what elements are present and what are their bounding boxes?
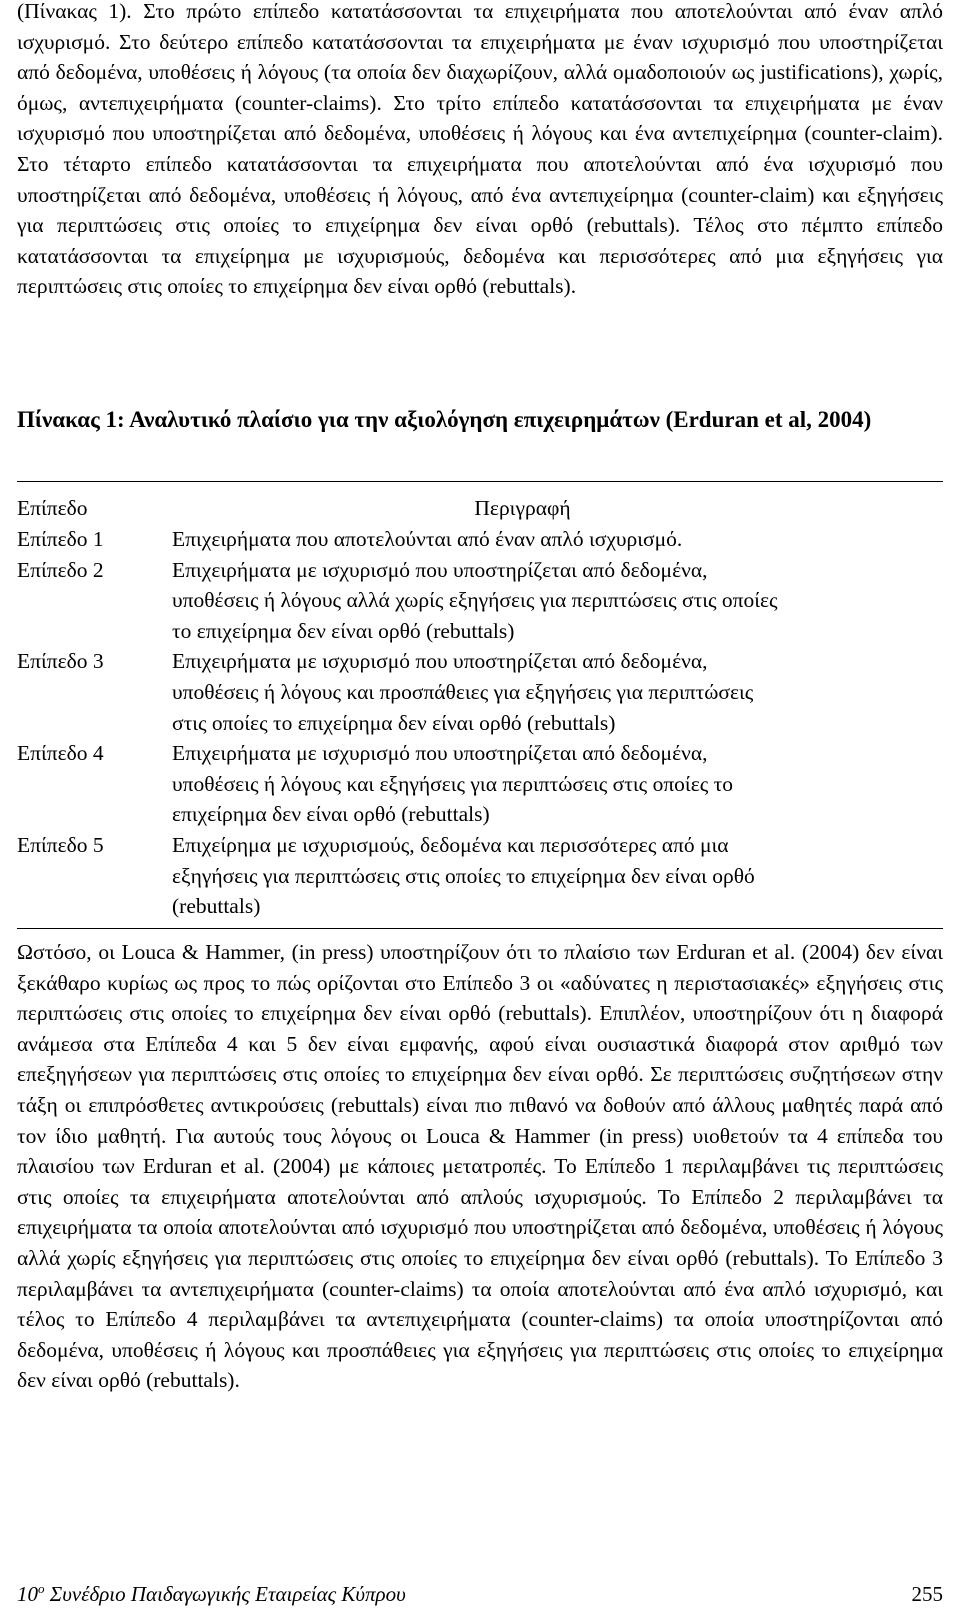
row-level: Επίπεδο 3 bbox=[17, 649, 104, 674]
table-row bbox=[17, 830, 943, 922]
table-row bbox=[17, 524, 943, 555]
table-bottom-rule bbox=[17, 928, 943, 929]
page-number: 255 bbox=[911, 1582, 943, 1606]
row-level: Επίπεδο 5 bbox=[17, 832, 104, 857]
conference-name bbox=[17, 1582, 406, 1607]
conference-ordinal: ο bbox=[38, 1581, 45, 1596]
table-top-rule bbox=[17, 481, 943, 482]
row-description: Επιχείρημα με ισχυρισμούς, δεδομένα και περισσότερες από μια εξηγήσεις για περιπτώσεις στις οποίες το επιχείρημα δεν είναι ορθό (rebuttals) bbox=[172, 832, 755, 919]
header-description: Περιγραφή bbox=[474, 496, 571, 520]
table-row bbox=[17, 555, 943, 647]
closing-paragraph: Ωστόσο, οι Louca & Hammer, (in press) υποστηρίζουν ότι το πλαίσιο των Erduran et al. (2004) δεν είναι ξεκάθαρο κυρίως ως προς το πώς ορίζονται στο Επίπεδο 3 οι «αδύνατες η περιστασιακές» εξηγήσεις στις περιπτώσεις στις οποίες το επιχείρημα δεν είναι ορθό (rebuttals). Επιπλέον, υποστηρίζουν ότι η διαφορά ανάμεσα στα Επίπεδα 4 και 5 δεν είναι εμφανής, αφού είναι ουσιαστικά διαφορά στον αριθμό των επεξηγήσεων για περιπτώσεις στις οποίες το επιχείρημα δεν είναι ορθό. Σε περιπτώσεις συζητήσεων στην τάξη οι επιπρόσθετες αντικρούσεις (rebuttals) είναι πιο πιθανό να δοθούν από άλλους μαθητές παρά από τον ίδιο μαθητή. Για αυτούς τους λόγους οι Louca & Hammer (in press) υιοθετούν τα 4 επίπεδα του πλαισίου των Erduran et al. (2004) με κάποιες μετατροπές. Το Επίπεδο 1 περιλαμβάνει τις περιπτώσεις στις οποίες τα επιχειρήματα αποτελούνται από απλούς ισχυρισμούς. Το Επίπεδο 2 περιλαμβάνει τα επιχειρήματα τα οποία αποτελούνται από ισχυρισμό που υποστηρίζεται από δεδομένα, υποθέσεις ή λόγους αλλά χωρίς εξηγήσεις για περιπτώσεις στις οποίες το επιχείρημα δεν είναι ορθό (rebuttals). Το Επίπεδο 3 περιλαμβάνει τα αντεπιχειρήματα (counter-claims) τα οποία αποτελούνται από ένα απλό ισχυρισμό, και τέλος το Επίπεδο 4 περιλαμβάνει τα αντεπιχειρήματα (counter-claims) τα οποία υποστηρίζονται από δεδομένα, υποθέσεις ή λόγους και προσπάθειες για εξηγήσεις για περιπτώσεις στις οποίες το επιχείρημα δεν είναι ορθό (rebuttals). bbox=[17, 940, 943, 1393]
row-level: Επίπεδο 1 bbox=[17, 527, 104, 551]
levels-table bbox=[17, 493, 943, 922]
page-footer bbox=[17, 1582, 943, 1607]
row-description: Επιχειρήματα με ισχυρισμό που υποστηρίζεται από δεδομένα, υποθέσεις ή λόγους και εξηγήσεις για περιπτώσεις στις οποίες το επιχείρημα δεν είναι ορθό (rebuttals) bbox=[172, 741, 734, 827]
table-caption: Πίνακας 1: Αναλυτικό πλαίσιο για την αξιολόγηση επιχειρημάτων (Erduran et al, 2004) bbox=[17, 407, 872, 432]
row-level: Επίπεδο 4 bbox=[17, 741, 104, 766]
table-row bbox=[17, 646, 943, 738]
table-row bbox=[17, 738, 943, 830]
row-description: Επιχειρήματα με ισχυρισμό που υποστηρίζεται από δεδομένα, υποθέσεις ή λόγους και προσπάθειες για εξηγήσεις για περιπτώσεις στις οποίες το επιχείρημα δεν είναι ορθό (rebuttals) bbox=[172, 649, 754, 735]
row-description: Επιχειρήματα με ισχυρισμό που υποστηρίζεται από δεδομένα, υποθέσεις ή λόγους αλλά χωρίς εξηγήσεις για περιπτώσεις στις οποίες το επιχείρημα δεν είναι ορθό (rebuttals) bbox=[172, 557, 778, 643]
conference-title: Συνέδριο Παιδαγωγικής Εταιρείας Κύπρου bbox=[44, 1582, 406, 1606]
table-header-row bbox=[17, 493, 943, 524]
conference-number: 10 bbox=[17, 1582, 38, 1606]
header-level: Επίπεδο bbox=[17, 496, 88, 520]
intro-paragraph: (Πίνακας 1). Στο πρώτο επίπεδο κατατάσσονται τα επιχειρήματα που αποτελούνται από έναν απλό ισχυρισμό. Στο δεύτερο επίπεδο κατατάσσονται τα επιχειρήματα με έναν ισχυρισμό που υποστηρίζεται από δεδομένα, υποθέσεις ή λόγους (τα οποία δεν διαχωρίζουν, αλλά ομαδοποιούν ως justifications), χωρίς, όμως, αντεπιχειρήματα (counter-claims). Στο τρίτο επίπεδο κατατάσσονται τα επιχειρήματα με έναν ισχυρισμό που υποστηρίζεται από δεδομένα, υποθέσεις ή λόγους και ένα αντεπιχείρημα (counter-claim). Στο τέταρτο επίπεδο κατατάσσονται τα επιχειρήματα που αποτελούνται από ένα ισχυρισμό που υποστηρίζεται από δεδομένα, υποθέσεις ή λόγους, από ένα αντεπιχείρημα (counter-claim) και εξηγήσεις για περιπτώσεις στις οποίες το επιχείρημα δεν είναι ορθό (rebuttals). Τέλος στο πέμπτο επίπεδο κατατάσσονται τα επιχείρημα με ισχυρισμούς, δεδομένα και περισσότερες από μια εξηγήσεις για περιπτώσεις στις οποίες το επιχείρημα δεν είναι ορθό (rebuttals). bbox=[17, 0, 943, 299]
row-level: Επίπεδο 2 bbox=[17, 557, 104, 582]
row-description: Επιχειρήματα που αποτελούνται από έναν απλό ισχυρισμό. bbox=[172, 527, 683, 551]
